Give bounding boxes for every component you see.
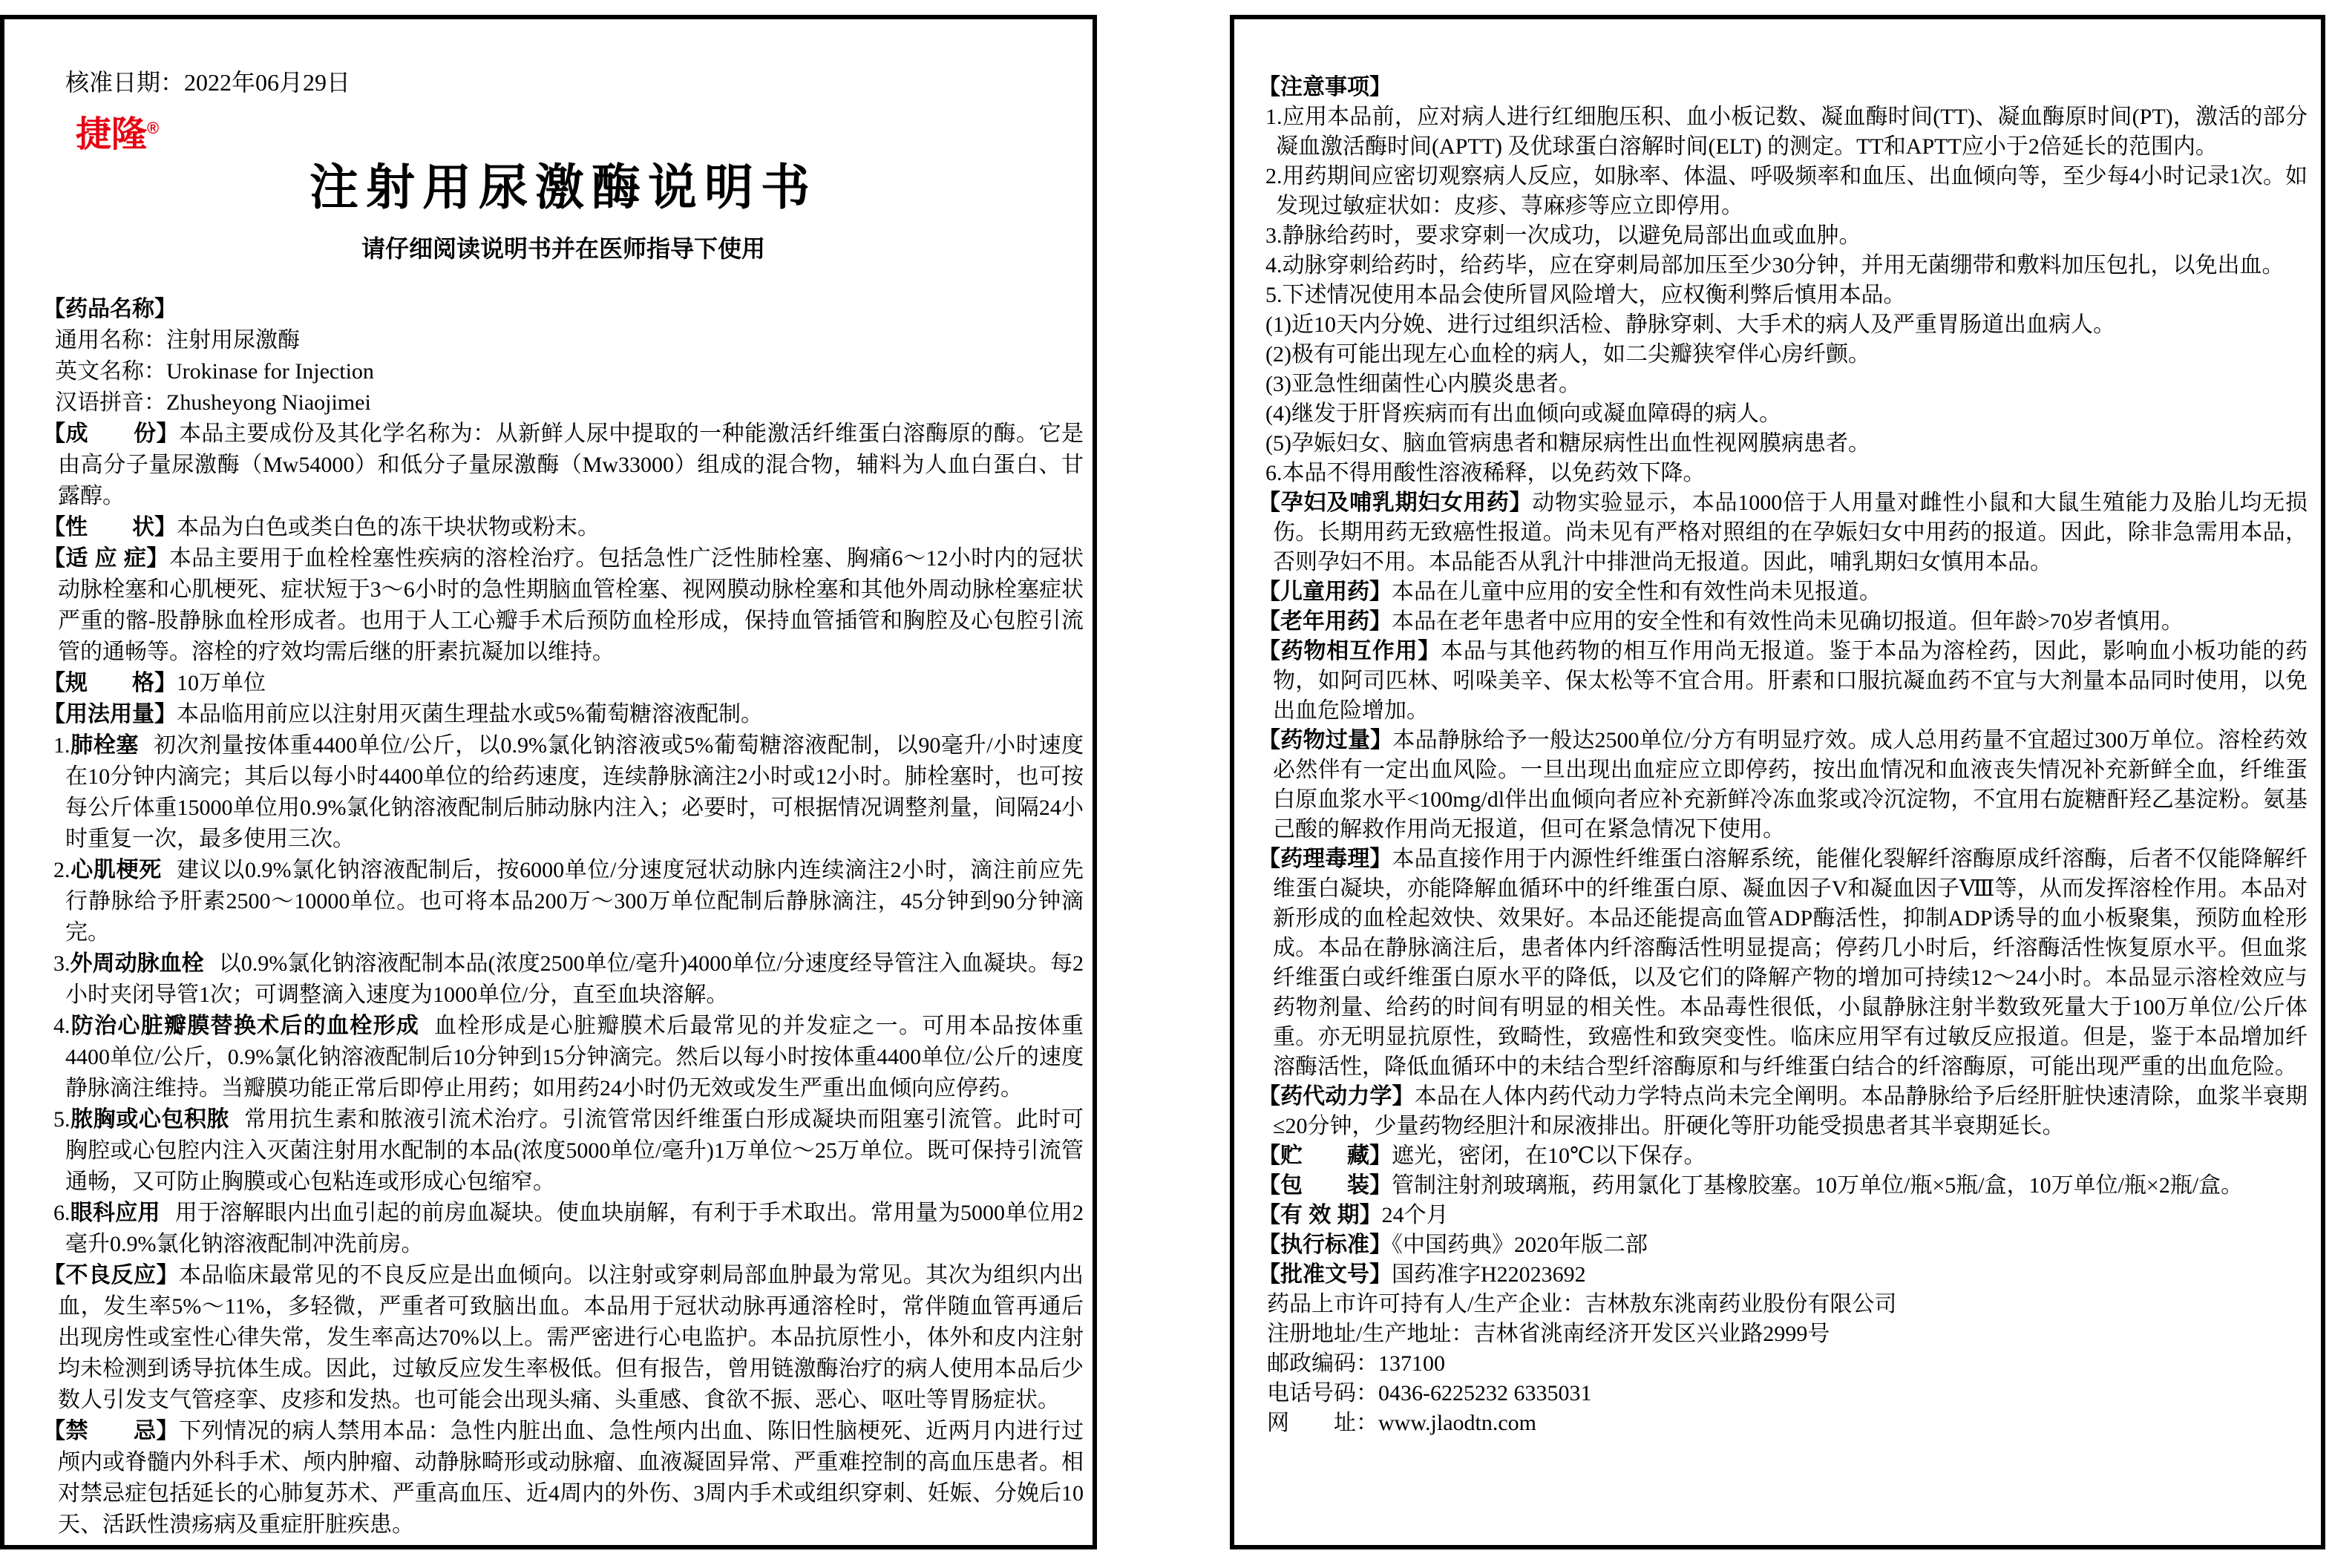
section-label: 【老年用药】 [1258, 609, 1392, 634]
section-validity [1258, 1201, 2308, 1230]
dosage-item-2 [53, 855, 1084, 948]
precaution-subitem-2: (2)极有可能出现左心血栓的病人，如二尖瓣狭窄伴心房纤颤。 [1265, 342, 1870, 367]
section-specification [43, 668, 1084, 699]
dosage-item-name: 肺栓塞 [70, 733, 139, 758]
brand-logo-text: 捷隆 [76, 115, 148, 154]
section-text: 动物实验显示，本品1000倍于人用量对雌性小鼠和大鼠生殖能力及胎儿均无损伤。长期用药无致癌性报道。尚未见有严格对照组的在孕娠妇女中用药的报道。因此，除非急需用本品，否则孕妇不用。本品能否从乳汁中排泄尚无报道。因此，哺乳期妇女慎用本品。 [1273, 491, 2308, 574]
section-text: 本品临床最常见的不良反应是出血倾向。以注射或穿刺局部血肿最为常见。其次为组织内出血，发生率5%～11%，多轻微，严重者可致脑出血。本品用于冠状动脉再通溶栓时，常伴随血管再通后出现房性或室性心律失常，发生率高达70%以上。需严密进行心电监护。本品抗原性小，体外和皮内注射均未检测到诱导抗体生成。因此，过敏反应发生率极低。但有报告，曾用链激酶治疗的病人使用本品后少数人引发支气管痉挛、皮疹和发热。也可能会出现头痛、头重感、食欲不振、恶心、呕吐等胃肠症状。 [58, 1263, 1084, 1412]
dosage-item-number: 2. [53, 858, 71, 882]
section-composition [43, 419, 1084, 512]
dosage-item-text: 用于溶解眼内出血引起的前房血凝块。使血块崩解，有利于手术取出。常用量为5000单位用2毫升0.9%氯化钠溶液配制冲洗前房。 [65, 1201, 1084, 1256]
section-text: 国药准字H22023692 [1392, 1262, 1586, 1287]
dosage-item-1 [53, 730, 1084, 855]
section-label: 【贮 藏】 [1258, 1144, 1392, 1168]
section-pharmacology-toxicology [1258, 844, 2308, 1082]
section-text: 遮光，密闭，在10℃以下保存。 [1392, 1144, 1706, 1168]
section-text: 本品在儿童中应用的安全性和有效性尚未见报道。 [1392, 580, 1881, 604]
section-indications [43, 543, 1084, 668]
precaution-item-6: 6.本品不得用酸性溶液稀释，以免药效下降。 [1265, 461, 1706, 485]
precaution-subitem-5: (5)孕娠妇女、脑血管病患者和糖尿病性出血性视网膜病患者。 [1265, 431, 1870, 456]
company-phone-line: 电话号码：0436-6225232 6335031 [1267, 1381, 1592, 1405]
dosage-item-name: 心肌梗死 [70, 858, 162, 882]
section-standard [1258, 1230, 2308, 1260]
section-text: 本品与其他药物的相互作用尚无报道。鉴于本品为溶栓药，因此，影响血小板功能的药物，如阿司匹林、吲哚美辛、保太松等不宜合用。肝素和口服抗凝血药不宜与大剂量本品同时使用，以免出血危险增加。 [1273, 639, 2308, 723]
registered-trademark-icon: ® [147, 119, 160, 137]
dosage-item-text: 建议以0.9%氯化钠溶液配制后，按6000单位/分速度冠状动脉内连续滴注2小时，滴注前应先行静脉给予肝素2500～10000单位。也可将本品200万～300万单位配制后静脉滴注，45分钟到90分钟滴完。 [65, 858, 1084, 945]
dosage-item-6 [53, 1198, 1084, 1260]
section-drug-interaction [1258, 637, 2308, 726]
section-text: 本品主要成份及其化学名称为：从新鲜人尿中提取的一种能激活纤维蛋白溶酶原的酶。它是由高分子量尿激酶（Mw54000）和低分子量尿激酶（Mw33000）组成的混合物，辅料为人血白蛋白、甘露醇。 [58, 421, 1084, 508]
dosage-item-text: 初次剂量按体重4400单位/公斤，以0.9%氯化钠溶液或5%葡萄糖溶液配制，以90毫升/小时速度在10分钟内滴完；其后以每小时4400单位的给药速度，连续静脉滴注2小时或12小时。肺栓塞时，也可按每公斤体重15000单位用0.9%氯化钠溶液配制后肺动脉内注入；必要时，可根据情况调整剂量，间隔24小时重复一次，最多使用三次。 [65, 733, 1084, 851]
dosage-item-3 [53, 948, 1084, 1011]
company-website-line: 网 址：www.jlaodtn.com [1267, 1411, 1537, 1435]
dosage-item-number: 6. [53, 1201, 71, 1225]
section-dosage [43, 699, 1084, 730]
section-label: 【规 格】 [43, 671, 177, 695]
dosage-item-4 [53, 1011, 1084, 1104]
section-label: 【药物相互作用】 [1258, 639, 1441, 663]
section-storage [1258, 1141, 2308, 1171]
section-pregnancy [1258, 488, 2308, 577]
section-text: 下列情况的病人禁用本品：急性内脏出血、急性颅内出血、陈旧性脑梗死、近两月内进行过颅内或脊髓内外科手术、颅内肿瘤、动静脉畸形或动脉瘤、血液凝固异常、严重难控制的高血压患者。相对禁忌症包括延长的心肺复苏术、严重高血压、近4周内的外伤、3周内手术或组织穿刺、妊娠、分娩后10天、活跃性溃疡病及重症肝脏疾患。 [58, 1419, 1084, 1537]
section-drug-name [43, 294, 1084, 325]
section-label: 【成 份】 [43, 421, 179, 446]
section-label: 【用法用量】 [43, 702, 177, 726]
section-adverse-reactions [43, 1260, 1084, 1416]
page-subtitle: 请仔细阅读说明书并在医师指导下使用 [361, 235, 765, 262]
section-precautions [1258, 73, 2308, 102]
dosage-item-text: 常用抗生素和脓液引流术治疗。引流管常因纤维蛋白形成凝块而阻塞引流管。此时可胸腔或心包腔内注入灭菌注射用水配制的本品(浓度5000单位/毫升)1万单位～25万单位。既可保持引流管通畅，又可防止胸膜或心包粘连或形成心包缩窄。 [65, 1107, 1084, 1194]
dosage-item-number: 3. [53, 951, 71, 976]
section-children [1258, 577, 2308, 607]
precaution-item-2: 2.用药期间应密切观察病人反应，如脉率、体温、呼吸频率和血压、出血倾向等，至少每4小时记录1次。如发现过敏症状如：皮疹、荨麻疹等应立即停用。 [1265, 164, 2308, 218]
section-label: 【有 效 期】 [1258, 1203, 1382, 1227]
precaution-subitem-4: (4)继发于肝肾疾病而有出血倾向或凝血障碍的病人。 [1265, 401, 1781, 426]
section-text: 本品主要用于血栓栓塞性疾病的溶栓治疗。包括急性广泛性肺栓塞、胸痛6～12小时内的冠状动脉栓塞和心肌梗死、症状短于3～6小时的急性期脑血管栓塞、视网膜动脉栓塞和其他外周动脉栓塞症状严重的髂-股静脉血栓形成者。也用于人工心瓣手术后预防血栓形成，保持血管插管和胸腔及心包腔引流管的通畅等。溶栓的疗效均需后继的肝素抗凝加以维持。 [58, 546, 1084, 664]
english-name-line: 英文名称：Urokinase for Injection [55, 359, 374, 384]
section-label: 【药物过量】 [1258, 728, 1393, 752]
section-label: 【注意事项】 [1258, 75, 1392, 99]
right-page-body [1258, 73, 2308, 1438]
section-overdose [1258, 726, 2308, 844]
left-page-body [43, 294, 1084, 1541]
dosage-item-5 [53, 1104, 1084, 1198]
section-label: 【适 应 症】 [43, 546, 169, 571]
company-address-line: 注册地址/生产地址：吉林省洮南经济开发区兴业路2999号 [1267, 1322, 1830, 1346]
section-label: 【包 装】 [1258, 1173, 1392, 1198]
precaution-subitem-3: (3)亚急性细菌性心内膜炎患者。 [1265, 372, 1581, 396]
section-label: 【不良反应】 [43, 1263, 179, 1287]
section-label: 【批准文号】 [1258, 1262, 1392, 1287]
company-holder-line: 药品上市许可持有人/生产企业：吉林敖东洮南药业股份有限公司 [1267, 1292, 1897, 1316]
section-text: 本品为白色或类白色的冻干块状物或粉末。 [177, 515, 600, 539]
page-title: 注射用尿激酶说明书 [309, 160, 817, 214]
section-approval-number [1258, 1260, 2308, 1290]
section-label: 【禁 忌】 [43, 1419, 179, 1443]
dosage-item-name: 脓胸或心包积脓 [70, 1107, 230, 1132]
precaution-item-1: 1.应用本品前，应对病人进行红细胞压积、血小板记数、凝血酶时间(TT)、凝血酶原时间(PT)，激活的部分凝血激活酶时间(APTT) 及优球蛋白溶解时间(ELT) 的测定。TT和APTT应小于2倍延长的范围内。 [1265, 105, 2308, 159]
dosage-item-name: 防治心脏瓣膜替换术后的血栓形成 [70, 1014, 420, 1038]
section-text: 24个月 [1381, 1203, 1449, 1227]
section-text: 本品在人体内药代动力学特点尚未完全阐明。本品静脉给予后经肝脏快速清除，血浆半衰期≤20分钟，少量药物经胆汁和尿液排出。肝硬化等肝功能受损患者其半衰期延长。 [1273, 1084, 2308, 1138]
dosage-item-text: 以0.9%氯化钠溶液配制本品(浓度2500单位/毫升)4000单位/分速度经导管注入血凝块。每2小时夹闭导管1次；可调整滴入速度为1000单位/分，直至血块溶解。 [65, 951, 1084, 1007]
section-label: 【药代动力学】 [1258, 1084, 1415, 1109]
section-properties [43, 512, 1084, 543]
leaflet-page-left [0, 15, 1097, 1549]
section-text: 管制注射剂玻璃瓶，药用氯化丁基橡胶塞。10万单位/瓶×5瓶/盒，10万单位/瓶×2瓶/盒。 [1392, 1173, 2244, 1198]
section-elderly [1258, 607, 2308, 637]
section-label: 【药理毒理】 [1258, 847, 1392, 871]
precaution-subitem-1: (1)近10天内分娩、进行过组织活检、静脉穿刺、大手术的病人及严重胃肠道出血病人。 [1265, 312, 2115, 337]
approval-date: 核准日期：2022年06月29日 [65, 69, 351, 96]
dosage-item-text: 血栓形成是心脏瓣膜术后最常见的并发症之一。可用本品按体重4400单位/公斤，0.9%氯化钠溶液配制后10分钟到15分钟滴完。然后以每小时按体重4400单位/公斤的速度静脉滴注维持。当瓣膜功能正常后即停止用药；如用药24小时仍无效或发生严重出血倾向应停药。 [65, 1014, 1084, 1100]
brand-logo [76, 117, 1084, 153]
dosage-item-name: 眼科应用 [70, 1201, 160, 1225]
dosage-item-number: 5. [53, 1107, 71, 1132]
dosage-item-number: 4. [53, 1014, 71, 1038]
section-text: 《中国药典》2020年版二部 [1392, 1233, 1648, 1257]
company-postcode-line: 邮政编码：137100 [1267, 1351, 1445, 1376]
dosage-item-name: 外周动脉血栓 [70, 951, 204, 976]
section-text: 10万单位 [177, 671, 266, 695]
section-label: 【性 状】 [43, 515, 177, 539]
precaution-item-4: 4.动脉穿刺给药时，给药毕，应在穿刺局部加压至少30分钟，并用无菌绷带和敷料加压包扎，以免出血。 [1265, 253, 2284, 278]
section-text: 本品直接作用于内源性纤维蛋白溶解系统，能催化裂解纤溶酶原成纤溶酶，后者不仅能降解纤维蛋白凝块，亦能降解血循环中的纤维蛋白原、凝血因子V和凝血因子Ⅷ等，从而发挥溶栓作用。本品对新形成的血栓起效快、效果好。本品还能提高血管ADP酶活性，抑制ADP诱导的血小板聚集，预防血栓形成。本品在静脉滴注后，患者体内纤溶酶活性明显提高；停药几小时后，纤溶酶活性恢复原水平。但血浆纤维蛋白或纤维蛋白原水平的降低，以及它们的降解产物的增加可持续12～24小时。本品显示溶栓效应与药物剂量、给药的时间有明显的相关性。本品毒性很低，小鼠静脉注射半数致死量大于100万单位/公斤体重。亦无明显抗原性，致畸性，致癌性和致突变性。临床应用罕有过敏反应报道。但是，鉴于本品增加纤溶酶活性，降低血循环中的未结合型纤溶酶原和与纤维蛋白结合的纤溶酶原，可能出现严重的出血危险。 [1273, 847, 2308, 1079]
section-contraindications [43, 1416, 1084, 1541]
section-package [1258, 1171, 2308, 1201]
section-text: 本品临用前应以注射用灭菌生理盐水或5%葡萄糖溶液配制。 [177, 702, 763, 726]
dosage-item-number: 1. [53, 733, 71, 758]
section-pharmacokinetics [1258, 1082, 2308, 1141]
section-text: 本品静脉给予一般达2500单位/分方有明显疗效。成人总用药量不宜超过300万单位。溶栓药效必然伴有一定出血风险。一旦出现出血症应立即停药，按出血情况和血液丧失情况补充新鲜全血，纤维蛋白原血浆水平<100mg/dl伴出血倾向者应补充新鲜冷冻血浆或冷沉淀物，不宜用右旋糖酐羟乙基淀粉。氨基己酸的解救作用尚无报道，但可在紧急情况下使用。 [1273, 728, 2308, 842]
section-label: 【儿童用药】 [1258, 580, 1392, 604]
section-text: 本品在老年患者中应用的安全性和有效性尚未见确切报道。但年龄>70岁者慎用。 [1392, 609, 2184, 634]
pinyin-name-line: 汉语拼音：Zhusheyong Niaojimei [55, 390, 371, 415]
precaution-item-5: 5.下述情况使用本品会使所冒风险增大，应权衡利弊后慎用本品。 [1265, 283, 1906, 307]
precaution-item-3: 3.静脉给药时，要求穿刺一次成功，以避免局部出血或血肿。 [1265, 223, 1861, 248]
generic-name-line: 通用名称：注射用尿激酶 [55, 328, 300, 352]
section-label: 【药品名称】 [43, 297, 177, 321]
leaflet-page-right [1230, 15, 2325, 1549]
section-label: 【执行标准】 [1258, 1233, 1392, 1257]
section-label: 【孕妇及哺乳期妇女用药】 [1258, 491, 1533, 515]
